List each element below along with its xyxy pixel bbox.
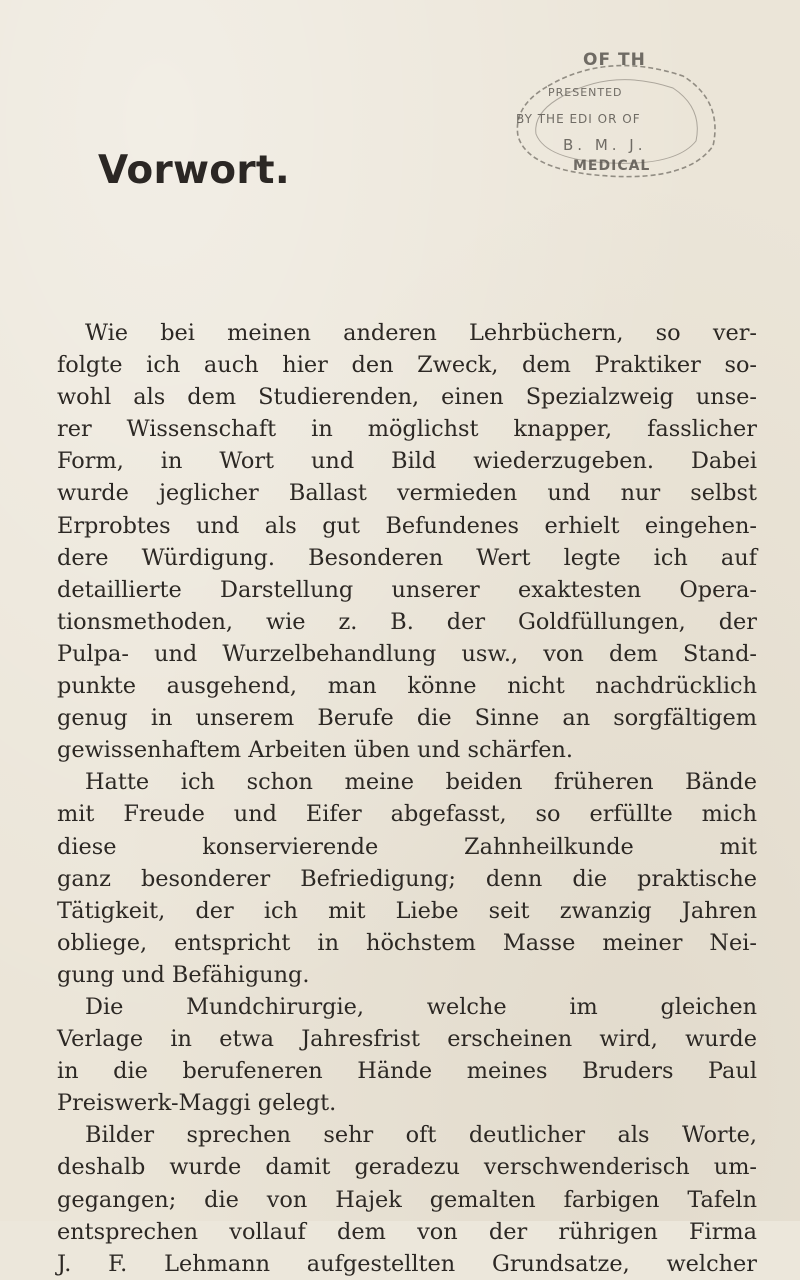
stamp-line-3: BY THE EDI OR OF (516, 112, 641, 126)
text-line: Die Mundchirurgie, welche im gleichen (85, 993, 757, 1020)
text-line: obliege, entspricht in höchstem Masse meiner Nei- (57, 929, 757, 956)
text-line: wohl als dem Studierenden, einen Spezialzweig unse- (57, 384, 757, 411)
text-line: Pulpa- und Wurzelbehandlung usw., von dem Stand- (57, 640, 757, 667)
text-line: Erprobtes und als gut Befundenes erhielt eingehen- (57, 512, 757, 539)
text-line: diese konservierende Zahnheilkunde mit (57, 833, 757, 860)
text-line: genug in unserem Berufe die Sinne an sorgfältigem (57, 705, 757, 732)
text-line: J. F. Lehmann aufgestellten Grundsatze, welcher (57, 1250, 757, 1277)
text-line: Verlage in etwa Jahresfrist erscheinen wird, wurde (57, 1026, 757, 1053)
text-line: in die berufeneren Hände meines Bruders Paul (57, 1058, 757, 1085)
text-line: gewissenhaftem Arbeiten üben und schärfen. (57, 737, 574, 764)
text-line: folgte ich auch hier den Zweck, dem Praktiker so- (57, 352, 757, 379)
text-line: detaillierte Darstellung unserer exaktesten Opera- (57, 576, 757, 603)
text-line: rer Wissenschaft in möglichst knapper, fasslicher (57, 416, 757, 443)
text-line: ganz besonderer Befriedigung; denn die praktische (57, 865, 757, 892)
text-line: punkte ausgehend, man könne nicht nachdrücklich (57, 673, 757, 700)
preface-text (57, 317, 757, 1280)
text-line: Preiswerk-Maggi gelegt. (57, 1090, 337, 1117)
library-stamp (488, 46, 728, 186)
text-line: gegangen; die von Hajek gemalten farbigen Tafeln (57, 1186, 757, 1213)
text-line: mit Freude und Eifer abgefasst, so erfüllte mich (57, 801, 757, 828)
text-line: entsprechen vollauf dem von der rührigen Firma (57, 1218, 757, 1245)
text-line: Tätigkeit, der ich mit Liebe seit zwanzig Jahren (57, 897, 757, 924)
text-line: Form, in Wort und Bild wiederzugeben. Dabei (57, 448, 757, 475)
stamp-line-5: MEDICAL (573, 158, 651, 174)
text-line: dere Würdigung. Besonderen Wert legte ich auf (57, 544, 757, 571)
stamp-line-1: OF TH (583, 50, 646, 70)
stamp-line-4: B. M. J. (563, 136, 647, 154)
text-line: Hatte ich schon meine beiden früheren Bände (85, 769, 757, 796)
text-line: Wie bei meinen anderen Lehrbüchern, so ver- (85, 320, 757, 346)
text-line: wurde jeglicher Ballast vermieden und nur selbst (57, 480, 757, 507)
stamp-line-2: PRESENTED (548, 86, 623, 99)
text-line: deshalb wurde damit geradezu verschwenderisch um- (57, 1154, 757, 1181)
page-title: Vorwort. (98, 148, 290, 193)
text-line: gung und Befähigung. (57, 961, 310, 988)
text-line: Bilder sprechen sehr oft deutlicher als Worte, (85, 1122, 757, 1149)
text-line: tionsmethoden, wie z. B. der Goldfüllungen, der (57, 608, 757, 635)
